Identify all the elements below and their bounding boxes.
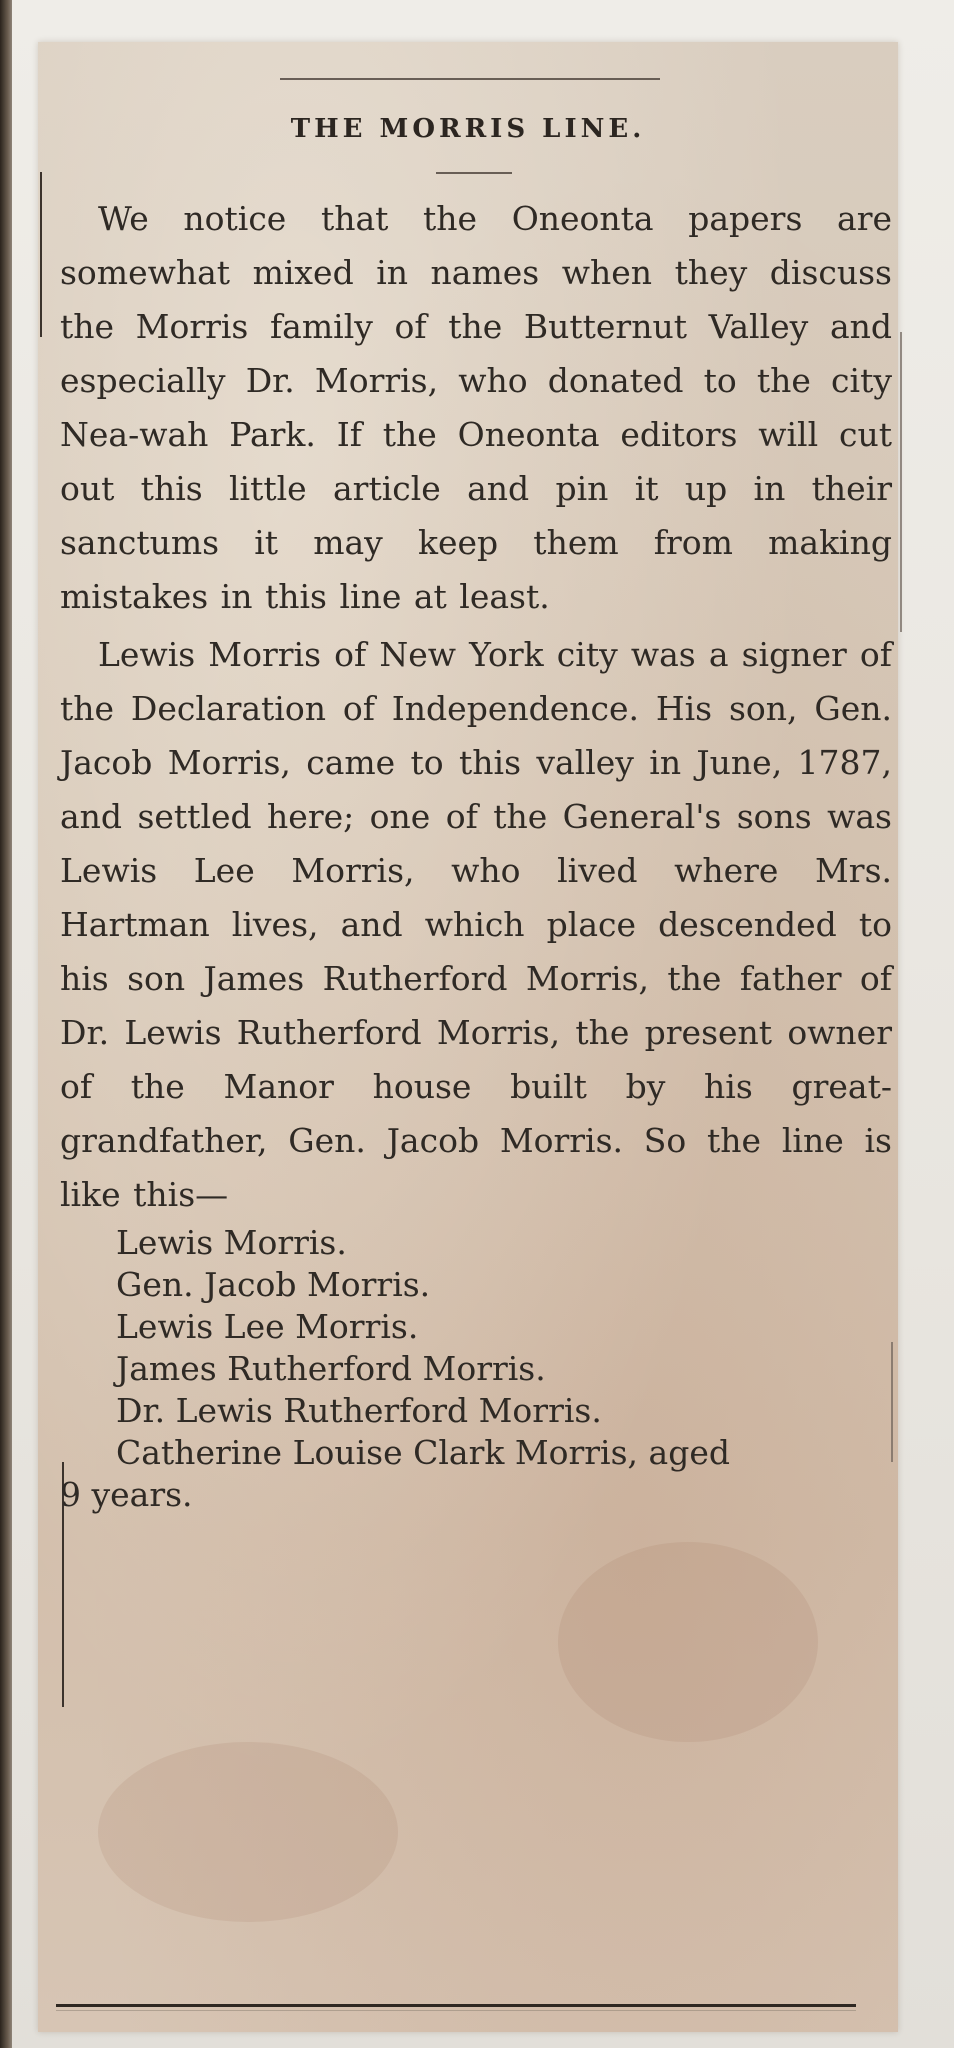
lineage-closing: 9 years. (60, 1475, 193, 1514)
paper-stain (558, 1542, 818, 1742)
top-rule (280, 78, 660, 80)
lineage-item: James Rutherford Morris. (116, 1349, 546, 1388)
lineage-list (60, 1222, 892, 1474)
paper-stain (98, 1742, 398, 1922)
margin-mark (40, 172, 42, 337)
margin-mark (900, 332, 902, 632)
lineage-item: Gen. Jacob Morris. (116, 1265, 431, 1304)
article-title: THE MORRIS LINE. (290, 114, 646, 144)
lineage-item: Dr. Lewis Rutherford Morris. (116, 1391, 602, 1430)
bottom-rule (56, 2004, 856, 2007)
title-rule (436, 172, 512, 174)
article-paragraph: We notice that the Oneonta papers are somewhat mixed in names when they discuss the Morris family of the Butternut Valley and especially Dr. Morris, who donated to the city Nea-wah Park. If the Oneonta editors will cut out this little article and pin it up in their sanctums it may keep them from making mistakes in this line at least. (60, 199, 892, 616)
bottom-rule-shadow (56, 2010, 856, 2011)
newspaper-clipping (38, 42, 898, 2032)
lineage-item: Lewis Lee Morris. (116, 1307, 419, 1346)
lineage-item: Lewis Morris. (116, 1223, 347, 1262)
article-paragraph: Lewis Morris of New York city was a signer of the Declaration of Independence. His son, Gen. Jacob Morris, came to this valley in June, 1787, and settled here; one of the General's sons was Lewis Lee Morris, who lived where Mrs. Hartman lives, and which place descended to his son James Rutherford Morris, the father of Dr. Lewis Rutherford Morris, the present owner of the Manor house built by his great-grandfather, Gen. Jacob Morris. So the line is like this— (60, 635, 892, 1214)
article-body (60, 192, 892, 1516)
lineage-item: Catherine Louise Clark Morris, aged (116, 1433, 730, 1472)
